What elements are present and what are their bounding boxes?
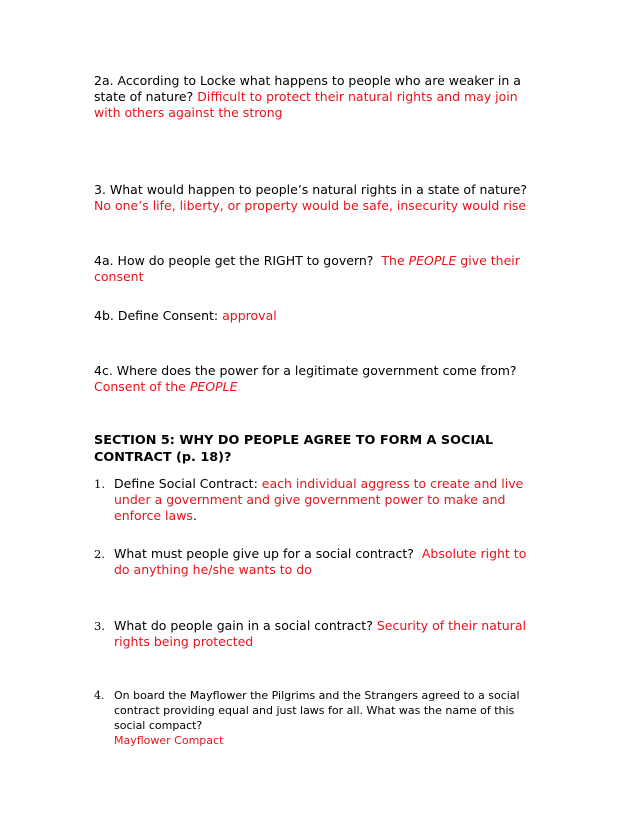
answer-4c-pre: Consent of the [94,379,186,394]
item-number: 2. [94,547,105,561]
question-4c-text: 4c. Where does the power for a legitimate government come from? [94,363,517,378]
section-5-item-3 [94,618,544,650]
item-number: 3. [94,619,105,633]
item-question: What must people give up for a social contract? [114,546,414,561]
item-question: On board the Mayflower the Pilgrims and the Strangers agreed to a social contract providing equal and just laws for all. What was the name of this social compact? [114,689,520,732]
question-4c [94,363,544,395]
section-5-heading: SECTION 5: WHY DO PEOPLE AGREE TO FORM A SOCIAL CONTRACT (p. 18)? [94,433,494,465]
item-question: Define Social Contract: [114,476,258,491]
question-4a-text: 4a. How do people get the RIGHT to govern? [94,253,374,268]
item-answer: Absolute right to do anything he/she wants to do [114,546,527,577]
answer-4c-emphasis: PEOPLE [189,379,238,394]
section-5-item-2 [94,546,544,578]
item-question: What do people gain in a social contract? [114,618,373,633]
item-suffix: . [192,508,197,523]
answer-4a-emphasis: PEOPLE [408,253,457,268]
item-number: 4. [94,689,105,702]
item-answer: Mayflower Compact [114,734,224,747]
question-3-text: 3. What would happen to people’s natural rights in a state of nature? [94,182,528,197]
question-4b-text: 4b. Define Consent: [94,308,219,323]
answer-4a-pre: The [381,253,405,268]
question-2a [94,73,544,121]
question-2a-text: 2a. According to Locke what happens to people who are weaker in a state of nature? [94,73,521,104]
item-answer: each individual aggress to create and live under a government and give government power to make and enforce laws [114,476,524,523]
answer-3: No one’s life, liberty, or property would be safe, insecurity would rise [94,198,527,213]
answer-2a: Difficult to protect their natural rights and may join with others against the strong [94,89,518,120]
item-answer: Security of their natural rights being protected [114,618,526,649]
question-4b [94,308,544,324]
question-3 [94,182,544,214]
section-5-item-1 [94,476,544,524]
item-number: 1. [94,477,105,491]
answer-4b: approval [222,308,277,323]
question-4a [94,253,544,285]
section-5-item-4 [94,688,544,748]
answer-4a-post: give their consent [94,253,520,284]
